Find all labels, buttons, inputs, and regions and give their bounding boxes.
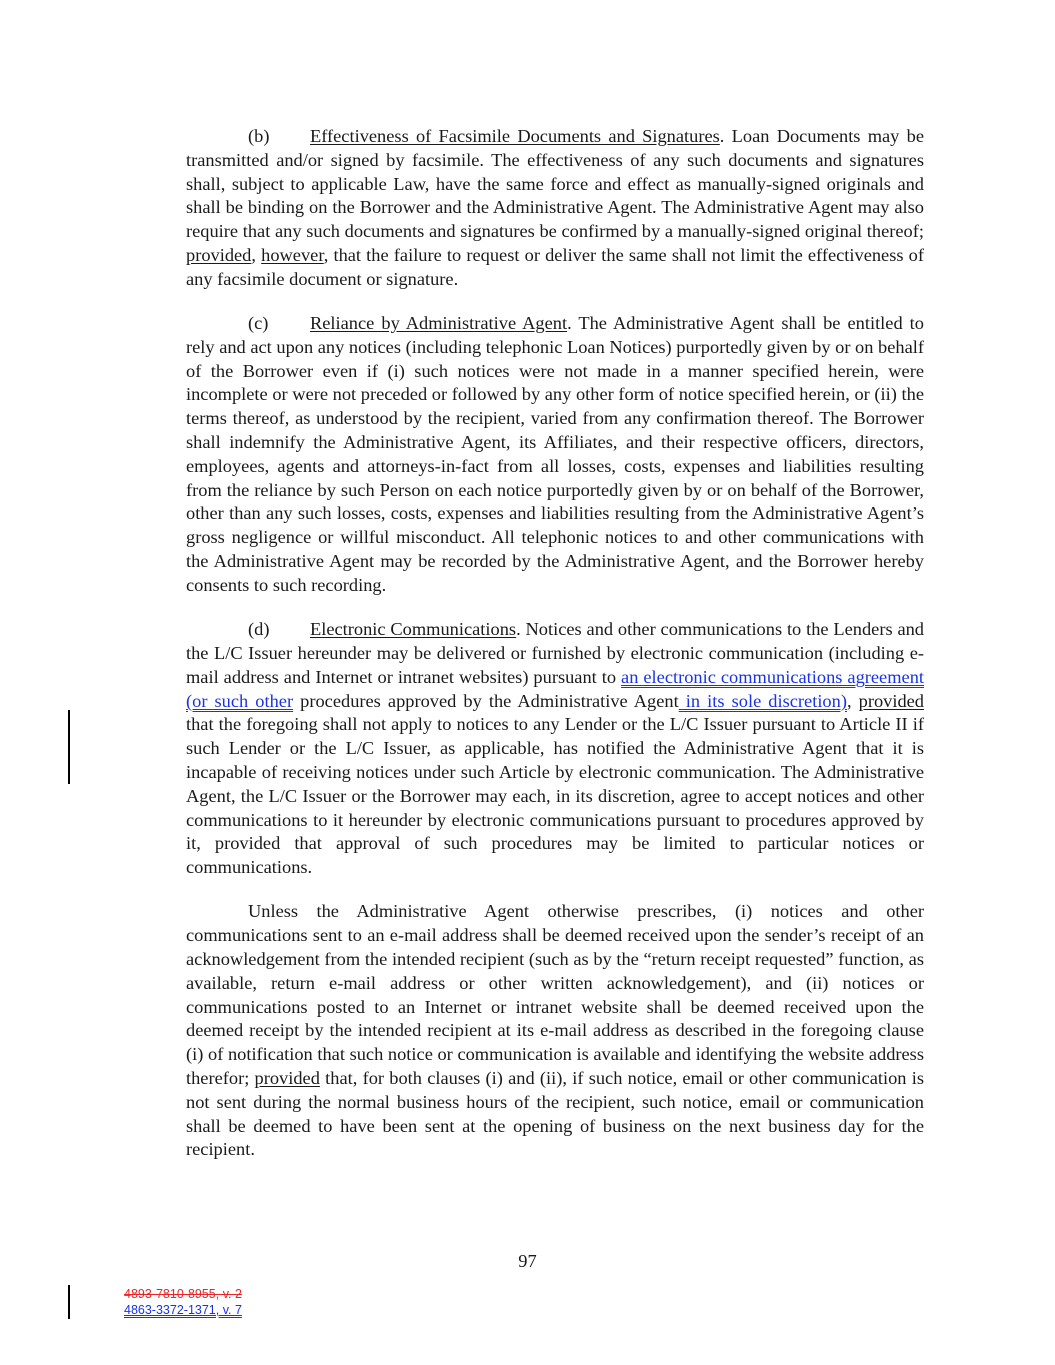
notice-receipt-text-2: that, for both clauses (i) and (ii), if such notice, email or other communication is not sent during the normal business hours of the recipient, such notice, email or communication shall be deemed to have been sent at the opening of business on the next business day for the recipient. [186,1067,924,1160]
section-c-heading: Reliance by Administrative Agent [310,313,568,334]
notice-receipt-provided: provided [254,1067,320,1088]
section-b-label: (b) [248,126,270,146]
page-number: 97 [518,1251,537,1271]
section-d-text-2: procedures approved by the Administrative Agent [293,690,679,711]
notice-receipt-paragraph [186,900,924,1162]
section-b-text-2: , that the failure to request or deliver the same shall not limit the effectiveness of any facsimile document or signature. [186,244,924,289]
section-c-paragraph [186,312,924,598]
change-bar-doc-id [68,1285,70,1319]
section-c-text: . The Administrative Agent shall be entitled to rely and act upon any notices (including telephonic Loan Notices) purportedly given by or on behalf of the Borrower even if (i) such notices were not made in a manner specified herein, were incomplete or were not preceded or followed by any other form of notice specified herein, or (ii) the terms thereof, as understood by the recipient, varied from any confirmation thereof. The Borrower shall indemnify the Administrative Agent, its Affiliates, and their respective officers, directors, employees, agents and attorneys-in-fact from all losses, costs, expenses and liabilities resulting from the reliance by such Person on each notice purportedly given by or on behalf of the Borrower, other than any such losses, costs, expenses and liabilities resulting from the Administrative Agent’s gross negligence or willful misconduct. All telephonic notices to and other communications with the Administrative Agent may be recorded by the Administrative Agent, and the Borrower hereby consents to such recording. [186,313,924,595]
section-b-comma: , [251,244,262,265]
section-d-label: (d) [248,619,270,640]
section-d-heading: Electronic Communications [310,619,517,640]
doc-id-inserted: 4863-3372-1371, v. 7 [124,1303,242,1317]
section-d-insertion-2: in its sole discretion) [678,690,847,711]
section-d-paragraph [186,618,924,880]
section-d-provided: provided [858,690,924,711]
notice-receipt-text-1: Unless the Administrative Agent otherwise prescribes, (i) notices and other communications sent to an e-mail address shall be deemed received upon the sender’s receipt of an acknowledgement from the intended recipient (such as by the “return receipt requested” function, as available, return e-mail address or other written acknowledgement), and (ii) notices or communications posted to an Internet or intranet website shall be deemed received upon the deemed receipt by the intended recipient at its e-mail address as described in the foregoing clause (i) of notification that such notice or communication is available and identifying the website address therefor; [186,901,924,1088]
section-d-text-4: that the foregoing shall not apply to notices to any Lender or the L/C Issuer pursuant to Article II if such Lender or the L/C Issuer, as applicable, has notified the Administrative Agent that it is incapable of receiving notices under such Article by electronic communication. The Administrative Agent, the L/C Issuer or the Borrower may each, in its discretion, agree to accept notices and other communications to it hereunder by electronic communications pursuant to procedures approved by it, provided that approval of such procedures may be limited to particular notices or communications. [186,714,924,878]
doc-id-deleted: 4893-7810-8955, v. 2 [124,1287,242,1301]
section-b-paragraph [186,125,924,292]
change-bar-section-d [68,710,70,784]
section-d-text-1: . Notices and other communications to the Lenders and the L/C Issuer hereunder may be delivered or furnished by electronic communication (including e-mail address and Internet or intranet websites) pursuant to [186,619,925,687]
section-b-text-1: . Loan Documents may be transmitted and/or signed by facsimile. The effectiveness of any such documents and signatures shall, subject to applicable Law, have the same force and effect as manually-signed originals and shall be binding on the Borrower and the Administrative Agent. The Administrative Agent may also require that any such documents and signatures be confirmed by a manually-signed original thereof; [186,126,924,242]
document-page [186,125,924,1183]
section-b-heading: Effectiveness of Facsimile Documents and Signatures [310,126,720,146]
section-b-however: however [261,244,324,265]
section-b-provided: provided [186,244,252,265]
section-d-text-3: , [846,690,859,711]
section-c-label: (c) [248,313,269,334]
section-d-insertion-1: an electronic communications agreement (or such other [186,666,924,711]
